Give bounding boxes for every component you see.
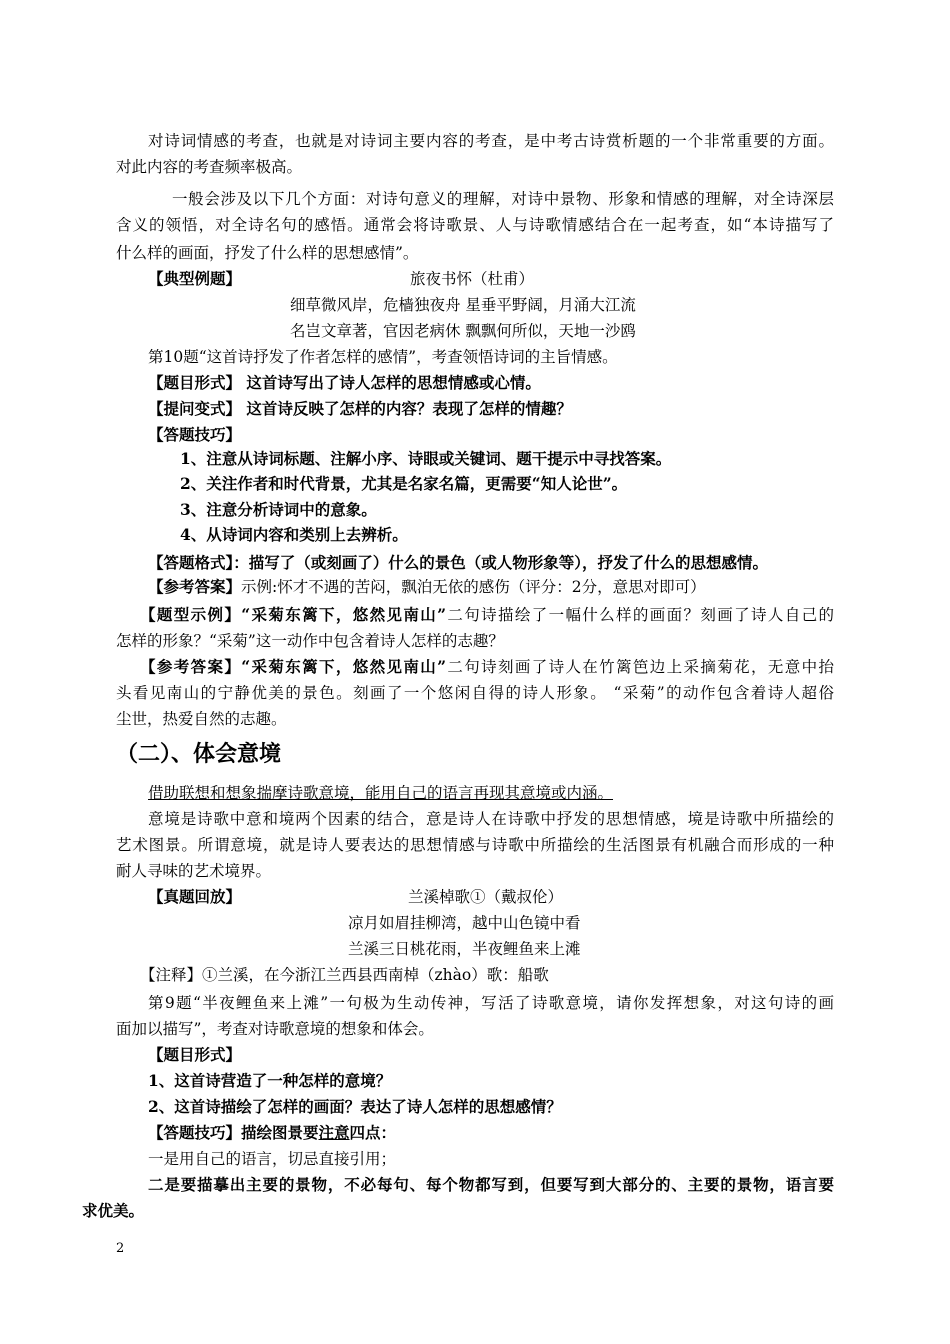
page-number: 2 [116, 1241, 125, 1256]
skills-label: 【答题技巧】描绘图景要 [148, 1123, 319, 1142]
sample-question-label: 【题型示例】“采菊东篱下，悠然见南山” [140, 605, 446, 624]
question-variant: 【提问变式】 这首诗反映了怎样的内容？表现了怎样的情趣？ [148, 399, 572, 418]
intro-paragraph-line: 含义的领悟，对全诗名句的感悟。通常会将诗歌景、人与诗歌情感结合在一起考查，如“本诗描写了 [116, 216, 834, 234]
skills-label-rest: 四点： [349, 1123, 397, 1142]
reference-answer-text: 示例:怀才不遇的苦闷，飘泊无依的感伤（评分：2分，意思对即可） [241, 578, 706, 596]
skill-item: 4、从诗词内容和类别上去辨析。 [180, 525, 408, 544]
poem-line: 兰溪三日桃花雨，半夜鲤鱼来上滩 [348, 940, 581, 958]
point-item: 一是用自己的语言，切忌直接引用； [148, 1150, 397, 1168]
reference-answer [148, 574, 706, 600]
definition-line: 意境是诗歌中意和境两个因素的结合，意是诗人在诗歌中抒发的思想情感，境是诗歌中所描绘的 [148, 810, 834, 828]
sample-answer-line: 尘世，热爱自然的志趣。 [116, 710, 287, 728]
review-label: 【真题回放】 [148, 887, 242, 906]
intro-paragraph-line: 一般会涉及以下几个方面：对诗句意义的理解，对诗中景物、形象和情感的理解，对全诗深层 [172, 190, 834, 208]
form-item: 2、这首诗描绘了怎样的画面？表达了诗人怎样的思想感情？ [148, 1097, 562, 1116]
definition-line: 艺术图景。所谓意境，就是诗人要表达的思想情感与诗歌中所描绘的生活图景有机融合而形成的一种 [116, 836, 834, 854]
skills-label: 【答题技巧】 [148, 425, 242, 444]
question-line: 第10题“这首诗抒发了作者怎样的感情”，考查领悟诗词的主旨情感。 [148, 348, 618, 366]
skill-item: 2、关注作者和时代背景，尤其是名家名篇，更需要“知人论世”。 [180, 474, 628, 493]
form-item: 1、这首诗营造了一种怎样的意境？ [148, 1071, 392, 1090]
sample-answer-label: 【参考答案】“采菊东篱下，悠然见南山” [140, 657, 446, 676]
skills-emphasis: 注意 [318, 1123, 350, 1142]
intro-paragraph-line: 对诗词情感的考查，也就是对诗词主要内容的考查，是中考古诗赏析题的一个非常重要的方面。 [148, 132, 834, 150]
section-heading: （二）、体会意境 [116, 742, 282, 767]
reference-answer-label: 【参考答案】 [148, 577, 242, 596]
intro-paragraph-line: 什么样的画面，抒发了什么样的思想感情”。 [116, 244, 419, 262]
poem-title: 兰溪棹歌①（戴叔伦） [408, 888, 564, 906]
annotation-note: 【注释】①兰溪，在今浙江兰西县西南棹（zhào）歌：船歌 [140, 966, 549, 984]
sample-answer-line [140, 654, 834, 680]
poem-line: 凉月如眉挂柳湾，越中山色镜中看 [348, 914, 581, 932]
sample-question-line [140, 602, 834, 628]
poem-line: 细草微风岸，危樯独夜舟 星垂平野阔，月涌大江流 [290, 296, 636, 314]
example-label: 【典型例题】 [148, 269, 242, 288]
point-item: 求优美。 [82, 1201, 145, 1220]
question-line: 面加以描写”，考查对诗歌意境的想象和体会。 [116, 1020, 434, 1038]
point-item: 二是要描摹出主要的景物，不必每句、每个物都写到，但要写到大部分的、主要的景物，语言要 [148, 1175, 834, 1194]
skill-item: 3、注意分析诗词中的意象。 [180, 500, 377, 519]
skill-item: 1、注意从诗词标题、注解小序、诗眼或关键词、题干提示中寻找答案。 [180, 449, 672, 468]
sample-answer-line: 头看见南山的宁静优美的景色。刻画了一个悠闲自得的诗人形象。 “采菊”的动作包含着诗人超俗 [116, 684, 834, 702]
question-line: 第9题“半夜鲤鱼来上滩”一句极为生动传神，写活了诗歌意境，请你发挥想象，对这句诗的画 [148, 994, 834, 1012]
answer-format: 【答题格式】：描写了（或刻画了）什么的景色（或人物形象等），抒发了什么的思想感情。 [148, 553, 769, 572]
form-label: 【题目形式】 [148, 1045, 242, 1064]
sample-question-line: 怎样的形象？“采菊”这一动作中包含着诗人怎样的志趣？ [116, 632, 504, 650]
definition-line: 耐人寻味的艺术境界。 [116, 862, 272, 880]
question-form: 【题目形式】 这首诗写出了诗人怎样的思想情感或心情。 [148, 373, 541, 392]
intro-paragraph-line: 对此内容的考查频率极高。 [116, 158, 303, 176]
sample-question-text: 二句诗描绘了一幅什么样的画面？刻画了诗人自己的 [445, 606, 834, 624]
poem-line: 名岂文章著，官因老病休 飘飘何所似，天地一沙鸥 [290, 322, 636, 340]
skills-line [148, 1120, 396, 1146]
poem-title: 旅夜书怀（杜甫） [410, 270, 535, 288]
sample-answer-text: 二句诗刻画了诗人在竹篱笆边上采摘菊花，无意中抬 [445, 658, 834, 676]
section-subtitle: 借助联想和想象揣摩诗歌意境，能用自己的语言再现其意境或内涵。 [148, 784, 614, 802]
